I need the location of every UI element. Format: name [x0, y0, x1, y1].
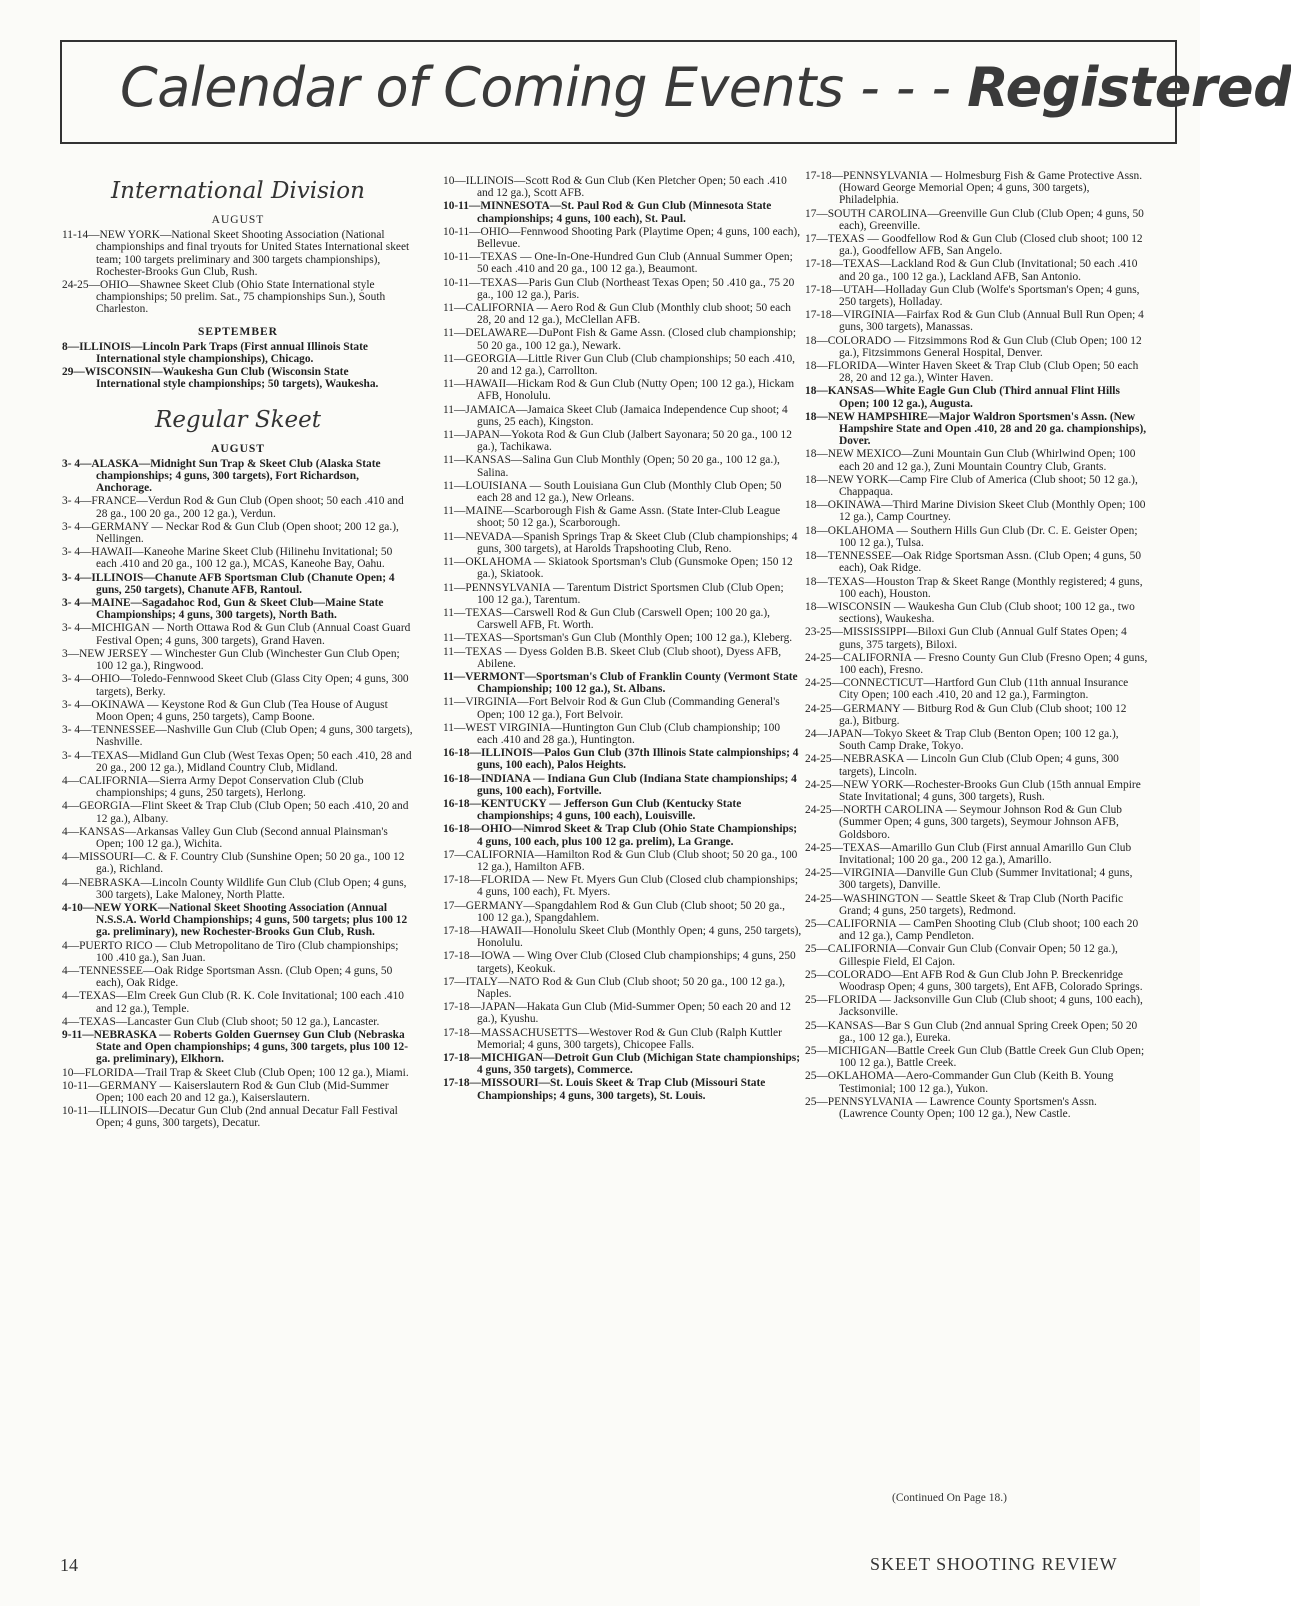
- event-entry: 24-25—NEBRASKA — Lincoln Gun Club (Club Open; 4 guns, 300 targets), Lincoln.: [805, 753, 1119, 778]
- event-entry: 11—TEXAS—Carswell Rod & Gun Club (Carswell Open; 100 20 ga.), Carswell AFB, Ft. Worth.: [443, 606, 771, 632]
- event-entry: 18—COLORADO — Fitzsimmons Rod & Gun Club (Club Open; 100 12 ga.), Fitzsimmons General Hospital, Denver.: [805, 334, 1142, 359]
- event-entry: 3- 4—ILLINOIS—Chanute AFB Sportsman Club (Chanute Open; 4 guns, 250 targets), Chanute AFB, Rantoul.: [62, 571, 395, 596]
- event-entry: 4—TEXAS—Lancaster Gun Club (Club shoot; 50 12 ga.), Lancaster.: [62, 1015, 380, 1028]
- event-entry: 16-18—ILLINOIS—Palos Gun Club (37th Illinois State calmpionships; 4 guns, 100 each), Palos Heights.: [443, 747, 799, 772]
- event-entry: 11—LOUISIANA — South Louisiana Gun Club (Monthly Club Open; 50 each 28 and 12 ga.), New Orleans.: [443, 479, 782, 505]
- column-2-event-list: [443, 175, 803, 1102]
- regular-skeet-heading: Regular Skeet: [155, 406, 321, 433]
- event-entry: 11—NEVADA—Spanish Springs Trap & Skeet Club (Club championships; 4 guns, 300 targets), at Harolds Trapshooting Club, Reno.: [443, 530, 798, 555]
- event-entry: 24-25—CONNECTICUT—Hartford Gun Club (11th annual Insurance City Open; 100 each .410, 20 and 12 ga.), Farmington.: [805, 677, 1129, 702]
- event-entry: 24-25—VIRGINIA—Danville Gun Club (Summer Invitational; 4 guns, 300 targets), Danville.: [805, 867, 1133, 892]
- column-1-event-list: [62, 458, 414, 1130]
- event-entry: 3- 4—TENNESSEE—Nashville Gun Club (Club Open; 4 guns, 300 targets), Nashville.: [62, 724, 413, 749]
- event-entry: 11—VERMONT—Sportsman's Club of Franklin County (Vermont State Championship; 100 12 ga.), St. Albans.: [443, 670, 798, 696]
- event-entry: 3- 4—HAWAII—Kaneohe Marine Skeet Club (Hilinehu Invitational; 50 each .410 and 20 ga., 100 12 ga.), MCAS, Kaneohe Bay, Oahu.: [62, 546, 393, 571]
- event-entry: 18—TENNESSEE—Oak Ridge Sportsman Assn. (Club Open; 4 guns, 50 each), Oak Ridge.: [805, 550, 1142, 575]
- event-entry: 17-18—TEXAS—Lackland Rod & Gun Club (Invitational; 50 each .410 and 20 ga., 100 12 ga.), Lackland AFB, San Antonio.: [805, 258, 1138, 283]
- event-entry: 11—JAMAICA—Jamaica Skeet Club (Jamaica Independence Cup shoot; 4 guns, 25 each), Kingston.: [443, 403, 788, 428]
- column-1: [62, 172, 414, 1131]
- event-entry: 3- 4—GERMANY — Neckar Rod & Gun Club (Open shoot; 200 12 ga.), Nellingen.: [62, 520, 399, 546]
- event-entry: 24-25—TEXAS—Amarillo Gun Club (First annual Amarillo Gun Club Invitational; 100 20 ga., 200 12 ga.), Amarillo.: [805, 841, 1132, 866]
- event-entry: 4—NEBRASKA—Lincoln County Wildlife Gun Club (Club Open; 4 guns, 300 targets), Lake Maloney, North Platte.: [62, 876, 407, 901]
- event-entry: 10-11—TEXAS — One-In-One-Hundred Gun Club (Annual Summer Open; 50 each .410 and 20 ga., 100 12 ga.), Beaumont.: [443, 251, 793, 276]
- column-3: [805, 170, 1148, 1121]
- event-entry: 4—MISSOURI—C. & F. Country Club (Sunshine Open; 50 20 ga., 100 12 ga.), Richland.: [62, 851, 405, 876]
- column-3-event-list: [805, 170, 1148, 1120]
- event-entry: 17-18—VIRGINIA—Fairfax Rod & Gun Club (Annual Bull Run Open; 4 guns, 300 targets), Manassas.: [805, 309, 1144, 334]
- event-entry: 17-18—IOWA — Wing Over Club (Closed Club championships; 4 guns, 250 targets), Keokuk.: [443, 950, 796, 975]
- column-2: [443, 175, 803, 1103]
- title-banner: [60, 40, 1291, 144]
- event-entry: 16-18—KENTUCKY — Jefferson Gun Club (Kentucky State championships; 4 guns, 100 each), Louisville.: [443, 797, 742, 823]
- event-entry: 18—FLORIDA—Winter Haven Skeet & Trap Club (Club Open; 50 each 28, 20 and 12 ga.), Winter Haven.: [805, 360, 1139, 385]
- event-entry: 16-18—OHIO—Nimrod Skeet & Trap Club (Ohio State Championships; 4 guns, 100 each, plus 100 12 ga. prelim), La Grange.: [443, 823, 798, 848]
- event-entry: 17—SOUTH CAROLINA—Greenville Gun Club (Club Open; 4 guns, 50 each), Greenville.: [805, 207, 1144, 232]
- international-august-label: AUGUST: [211, 214, 265, 226]
- event-entry: 11—DELAWARE—DuPont Fish & Game Assn. (Closed club championship; 50 20 ga., 100 12 ga.), Newark.: [443, 327, 797, 352]
- event-entry: 17—CALIFORNIA—Hamilton Rod & Gun Club (Club shoot; 50 20 ga., 100 12 ga.), Hamilton AFB.: [443, 848, 798, 873]
- event-entry: 11—VIRGINIA—Fort Belvoir Rod & Gun Club (Commanding General's Open; 100 12 ga.), Fort Belvoir.: [443, 696, 780, 721]
- event-entry: 9-11—NEBRASKA — Roberts Golden Guernsey Gun Club (Nebraska State and Open championships; 4 guns, 300 targets, plus 100 12-ga. preliminary), Elkhorn.: [62, 1028, 409, 1066]
- event-entry: 4—GEORGIA—Flint Skeet & Trap Club (Club Open; 50 each .410, 20 and 12 ga.), Albany.: [62, 800, 409, 825]
- event-entry: 17-18—MASSACHUSETTS—Westover Rod & Gun Club (Ralph Kuttler Memorial; 4 guns, 300 targets), Chicopee Falls.: [443, 1026, 782, 1051]
- event-entry: 10—ILLINOIS—Scott Rod & Gun Club (Ken Pletcher Open; 50 each .410 and 12 ga.), Scott AFB.: [443, 175, 787, 200]
- event-entry: 11-14—NEW YORK—National Skeet Shooting Association (National championships and final tryouts for United States International skeet team; 100 targets preliminary and 300 targets championships), Rochester-Brooks Gun Club, Rush.: [62, 229, 410, 278]
- regular-august-label: AUGUST: [211, 442, 265, 455]
- event-entry: 17—TEXAS — Goodfellow Rod & Gun Club (Closed club shoot; 100 12 ga.), Goodfellow AFB, San Angelo.: [805, 233, 1143, 258]
- event-entry: 25—KANSAS—Bar S Gun Club (2nd annual Spring Creek Open; 50 20 ga., 100 12 ga.), Eureka.: [805, 1019, 1138, 1044]
- event-entry: 11—CALIFORNIA — Aero Rod & Gun Club (Monthly club shoot; 50 each 28, 20 and 12 ga.), McClellan AFB.: [443, 302, 791, 327]
- event-entry: 18—OKINAWA—Third Marine Division Skeet Club (Monthly Open; 100 12 ga.), Camp Courtney.: [805, 499, 1146, 524]
- event-entry: 29—WISCONSIN—Waukesha Gun Club (Wisconsin State International style championships; 50 targets), Waukesha.: [62, 366, 379, 391]
- event-entry: 3- 4—ALASKA—Midnight Sun Trap & Skeet Club (Alaska State championships; 4 guns, 300 targets), Fort Richardson, Anchorage.: [62, 457, 381, 495]
- event-entry: 3- 4—OKINAWA — Keystone Rod & Gun Club (Tea House of August Moon Open; 4 guns, 250 targets), Camp Boone.: [62, 698, 388, 723]
- event-entry: 24-25—NEW YORK—Rochester-Brooks Gun Club (15th annual Empire State Invitational; 4 guns, 300 targets), Rush.: [805, 778, 1141, 803]
- event-entry: 8—ILLINOIS—Lincoln Park Traps (First annual Illinois State International style championships), Chicago.: [62, 340, 368, 366]
- event-entry: 11—JAPAN—Yokota Rod & Gun Club (Jalbert Sayonara; 50 20 ga., 100 12 ga.), Tachikawa.: [443, 429, 792, 454]
- event-entry: 18—NEW YORK—Camp Fire Club of America (Club shoot; 50 12 ga.), Chappaqua.: [805, 473, 1138, 499]
- event-entry: 11—GEORGIA—Little River Gun Club (Club championships; 50 each .410, 20 and 12 ga.), Carrollton.: [443, 352, 796, 378]
- page-title-main: Calendar of Coming Events - - -: [120, 56, 951, 119]
- event-entry: 4—TENNESSEE—Oak Ridge Sportsman Assn. (Club Open; 4 guns, 50 each), Oak Ridge.: [62, 964, 393, 990]
- event-entry: 11—TEXAS—Sportsman's Gun Club (Monthly Open; 100 12 ga.), Kleberg.: [443, 632, 793, 645]
- continued-note: (Continued On Page 18.): [892, 1492, 1007, 1504]
- event-entry: 17-18—UTAH—Holladay Gun Club (Wolfe's Sportsman's Open; 4 guns, 250 targets), Holladay.: [805, 283, 1140, 309]
- event-entry: 24-25—NORTH CAROLINA — Seymour Johnson Rod & Gun Club (Summer Open; 4 guns, 300 targets), Seymour Johnson AFB, Goldsboro.: [805, 804, 1122, 841]
- event-entry: 4—KANSAS—Arkansas Valley Gun Club (Second annual Plainsman's Open; 100 12 ga.), Wichita.: [62, 825, 388, 850]
- event-entry: 16-18—INDIANA — Indiana Gun Club (Indiana State championships; 4 guns, 100 each), Fortville.: [443, 772, 797, 797]
- magazine-name: SKEET SHOOTING REVIEW: [870, 1554, 1118, 1574]
- page-number: 14: [60, 1555, 78, 1575]
- event-entry: 3- 4—FRANCE—Verdun Rod & Gun Club (Open shoot; 50 each .410 and 28 ga., 100 20 ga., 200 12 ga.), Verdun.: [62, 495, 404, 520]
- event-entry: 10-11—MINNESOTA—St. Paul Rod & Gun Club (Minnesota State championships; 4 guns, 100 each), St. Paul.: [443, 200, 772, 225]
- event-entry: 18—TEXAS—Houston Trap & Skeet Range (Monthly registered; 4 guns, 100 each), Houston.: [805, 575, 1143, 600]
- event-entry: 10—FLORIDA—Trail Trap & Skeet Club (Club Open; 100 12 ga.), Miami.: [62, 1066, 409, 1079]
- page-title: [120, 56, 1291, 119]
- event-entry: 4—CALIFORNIA—Sierra Army Depot Conservation Club (Club championships; 4 guns, 250 targets), Herlong.: [62, 774, 364, 800]
- event-entry: 25—OKLAHOMA—Aero-Commander Gun Club (Keith B. Young Testimonial; 100 12 ga.), Yukon.: [805, 1070, 1114, 1095]
- international-september-label: SEPTEMBER: [198, 325, 278, 338]
- event-entry: 18—KANSAS—White Eagle Gun Club (Third annual Flint Hills Open; 100 12 ga.), Augusta.: [805, 385, 1120, 410]
- international-september-list: [62, 341, 414, 391]
- event-entry: 17-18—MICHIGAN—Detroit Gun Club (Michigan State championships; 4 guns, 350 targets), Commerce.: [443, 1052, 801, 1077]
- event-entry: 3- 4—MICHIGAN — North Ottawa Rod & Gun Club (Annual Coast Guard Festival Open; 4 guns, 300 targets), Grand Haven.: [62, 622, 411, 647]
- event-entry: 11—TEXAS — Dyess Golden B.B. Skeet Club (Club shoot), Dyess AFB, Abilene.: [443, 645, 782, 670]
- event-entry: 25—CALIFORNIA — CamPen Shooting Club (Club shoot; 100 each 20 and 12 ga.), Camp Pendleton.: [805, 917, 1139, 943]
- event-entry: 24-25—GERMANY — Bitburg Rod & Gun Club (Club shoot; 100 12 ga.), Bitburg.: [805, 702, 1127, 727]
- event-entry: 17-18—MISSOURI—St. Louis Skeet & Trap Club (Missouri State Championships; 4 guns, 300 targets), St. Louis.: [443, 1077, 766, 1102]
- event-entry: 18—NEW MEXICO—Zuni Mountain Gun Club (Whirlwind Open; 100 each 20 and 12 ga.), Zuni Mountain Country Club, Grants.: [805, 448, 1136, 473]
- event-entry: 10-11—OHIO—Fennwood Shooting Park (Playtime Open; 4 guns, 100 each), Bellevue.: [443, 225, 801, 251]
- event-entry: 17-18—PENNSYLVANIA — Holmesburg Fish & Game Protective Assn. (Howard George Memorial Open; 4 guns, 300 targets), Philadelphia.: [805, 170, 1143, 207]
- event-entry: 24-25—WASHINGTON — Seattle Skeet & Trap Club (North Pacific Grand; 4 guns, 250 targets), Redmond.: [805, 892, 1124, 917]
- event-entry: 3- 4—OHIO—Toledo-Fennwood Skeet Club (Glass City Open; 4 guns, 300 targets), Berky.: [62, 673, 409, 698]
- event-entry: 11—HAWAII—Hickam Rod & Gun Club (Nutty Open; 100 12 ga.), Hickam AFB, Honolulu.: [443, 378, 795, 403]
- event-entry: 25—FLORIDA — Jacksonville Gun Club (Club shoot; 4 guns, 100 each), Jacksonville.: [805, 994, 1143, 1019]
- event-entry: 24-25—CALIFORNIA — Fresno County Gun Club (Fresno Open; 4 guns, 100 each), Fresno.: [805, 651, 1148, 676]
- event-entry: 3—NEW JERSEY — Winchester Gun Club (Winchester Gun Club Open; 100 12 ga.), Ringwood.: [62, 647, 400, 673]
- event-entry: 25—CALIFORNIA—Convair Gun Club (Convair Open; 50 12 ga.), Gillespie Field, El Cajon.: [805, 943, 1118, 968]
- event-entry: 11—WEST VIRGINIA—Huntington Gun Club (Club championship; 100 each .410 and 28 ga.), Huntington.: [443, 721, 781, 746]
- event-entry: 11—OKLAHOMA — Skiatook Sportsman's Club (Gunsmoke Open; 150 12 ga.), Skiatook.: [443, 556, 793, 581]
- event-entry: 17—ITALY—NATO Rod & Gun Club (Club shoot; 50 20 ga., 100 12 ga.), Naples.: [443, 975, 785, 1000]
- event-entry: 25—MICHIGAN—Battle Creek Gun Club (Battle Creek Gun Club Open; 100 12 ga.), Battle Creek.: [805, 1045, 1145, 1070]
- event-entry: 4-10—NEW YORK—National Skeet Shooting Association (Annual N.S.S.A. World Championships; 4 guns, 500 targets; plus 100 12 ga. preliminary), new Rochester-Brooks Gun Club, Rush.: [62, 901, 408, 939]
- event-entry: 10-11—TEXAS—Paris Gun Club (Northeast Texas Open; 50 .410 ga., 75 20 ga., 100 12 ga.), Paris.: [443, 276, 795, 301]
- event-entry: 23-25—MISSISSIPPI—Biloxi Gun Club (Annual Gulf States Open; 4 guns, 375 targets), Biloxi.: [805, 626, 1127, 651]
- event-entry: 17-18—JAPAN—Hakata Gun Club (Mid-Summer Open; 50 each 20 and 12 ga.), Kyushu.: [443, 1001, 791, 1026]
- event-entry: 18—NEW HAMPSHIRE—Major Waldron Sportsmen's Assn. (New Hampshire State and Open .410, 28 and 20 ga. championships), Dover.: [805, 410, 1147, 448]
- event-entry: 11—KANSAS—Salina Gun Club Monthly (Open; 50 20 ga., 100 12 ga.), Salina.: [443, 454, 780, 479]
- event-entry: 17—GERMANY—Spangdahlem Rod & Gun Club (Club shoot; 50 20 ga., 100 12 ga.), Spangdahlem.: [443, 899, 786, 924]
- event-entry: 24-25—OHIO—Shawnee Skeet Club (Ohio State International style championships; 50 prelim. Sat., 75 championships Sun.), South Charleston.: [62, 279, 386, 316]
- event-entry: 11—PENNSYLVANIA — Tarentum District Sportsmen Club (Club Open; 100 12 ga.), Tarentum.: [443, 581, 784, 606]
- international-division-heading: International Division: [111, 178, 365, 204]
- event-entry: 18—OKLAHOMA — Southern Hills Gun Club (Dr. C. E. Geister Open; 100 12 ga.), Tulsa.: [805, 524, 1138, 549]
- event-entry: 10-11—GERMANY — Kaiserslautern Rod & Gun Club (Mid-Summer Open; 100 each 20 and 12 ga.), Kaiserslautern.: [62, 1079, 389, 1104]
- event-entry: 25—COLORADO—Ent AFB Rod & Gun Club John P. Breckenridge Woodrasp Open; 4 guns, 300 targets), Ent AFB, Colorado Springs.: [805, 968, 1143, 993]
- event-entry: 10-11—ILLINOIS—Decatur Gun Club (2nd annual Decatur Fall Festival Open; 4 guns, 300 targets), Decatur.: [62, 1105, 398, 1130]
- event-entry: 4—PUERTO RICO — Club Metropolitano de Tiro (Club championships; 100 .410 ga.), San Juan.: [62, 939, 399, 964]
- event-entry: 17-18—HAWAII—Honolulu Skeet Club (Monthly Open; 4 guns, 250 targets), Honolulu.: [443, 924, 802, 950]
- event-entry: 17-18—FLORIDA — New Ft. Myers Gun Club (Closed club championships; 4 guns, 100 each), Ft. Myers.: [443, 874, 798, 899]
- event-entry: 4—TEXAS—Elm Creek Gun Club (R. K. Cole Invitational; 100 each .410 and 12 ga.), Temple.: [62, 990, 404, 1015]
- event-entry: 3- 4—MAINE—Sagadahoc Rod, Gun & Skeet Club—Maine State Championships; 4 guns, 300 targets), North Bath.: [62, 597, 384, 622]
- event-entry: 11—MAINE—Scarborough Fish & Game Assn. (State Inter-Club League shoot; 50 12 ga.), Scarborough.: [443, 505, 781, 530]
- event-entry: 18—WISCONSIN — Waukesha Gun Club (Club shoot; 100 12 ga., two sections), Waukesha.: [805, 600, 1135, 626]
- event-entry: 24—JAPAN—Tokyo Skeet & Trap Club (Benton Open; 100 12 ga.), South Camp Drake, Tokyo.: [805, 727, 1119, 753]
- page-title-registered: Registered: [967, 56, 1291, 119]
- event-entry: 25—PENNSYLVANIA — Lawrence County Sportsmen's Assn. (Lawrence County Open; 100 12 ga.), New Castle.: [805, 1095, 1097, 1121]
- event-entry: 3- 4—TEXAS—Midland Gun Club (West Texas Open; 50 each .410, 28 and 20 ga., 200 12 ga.), Midland Country Club, Midland.: [62, 749, 412, 774]
- international-august-list: [62, 229, 414, 315]
